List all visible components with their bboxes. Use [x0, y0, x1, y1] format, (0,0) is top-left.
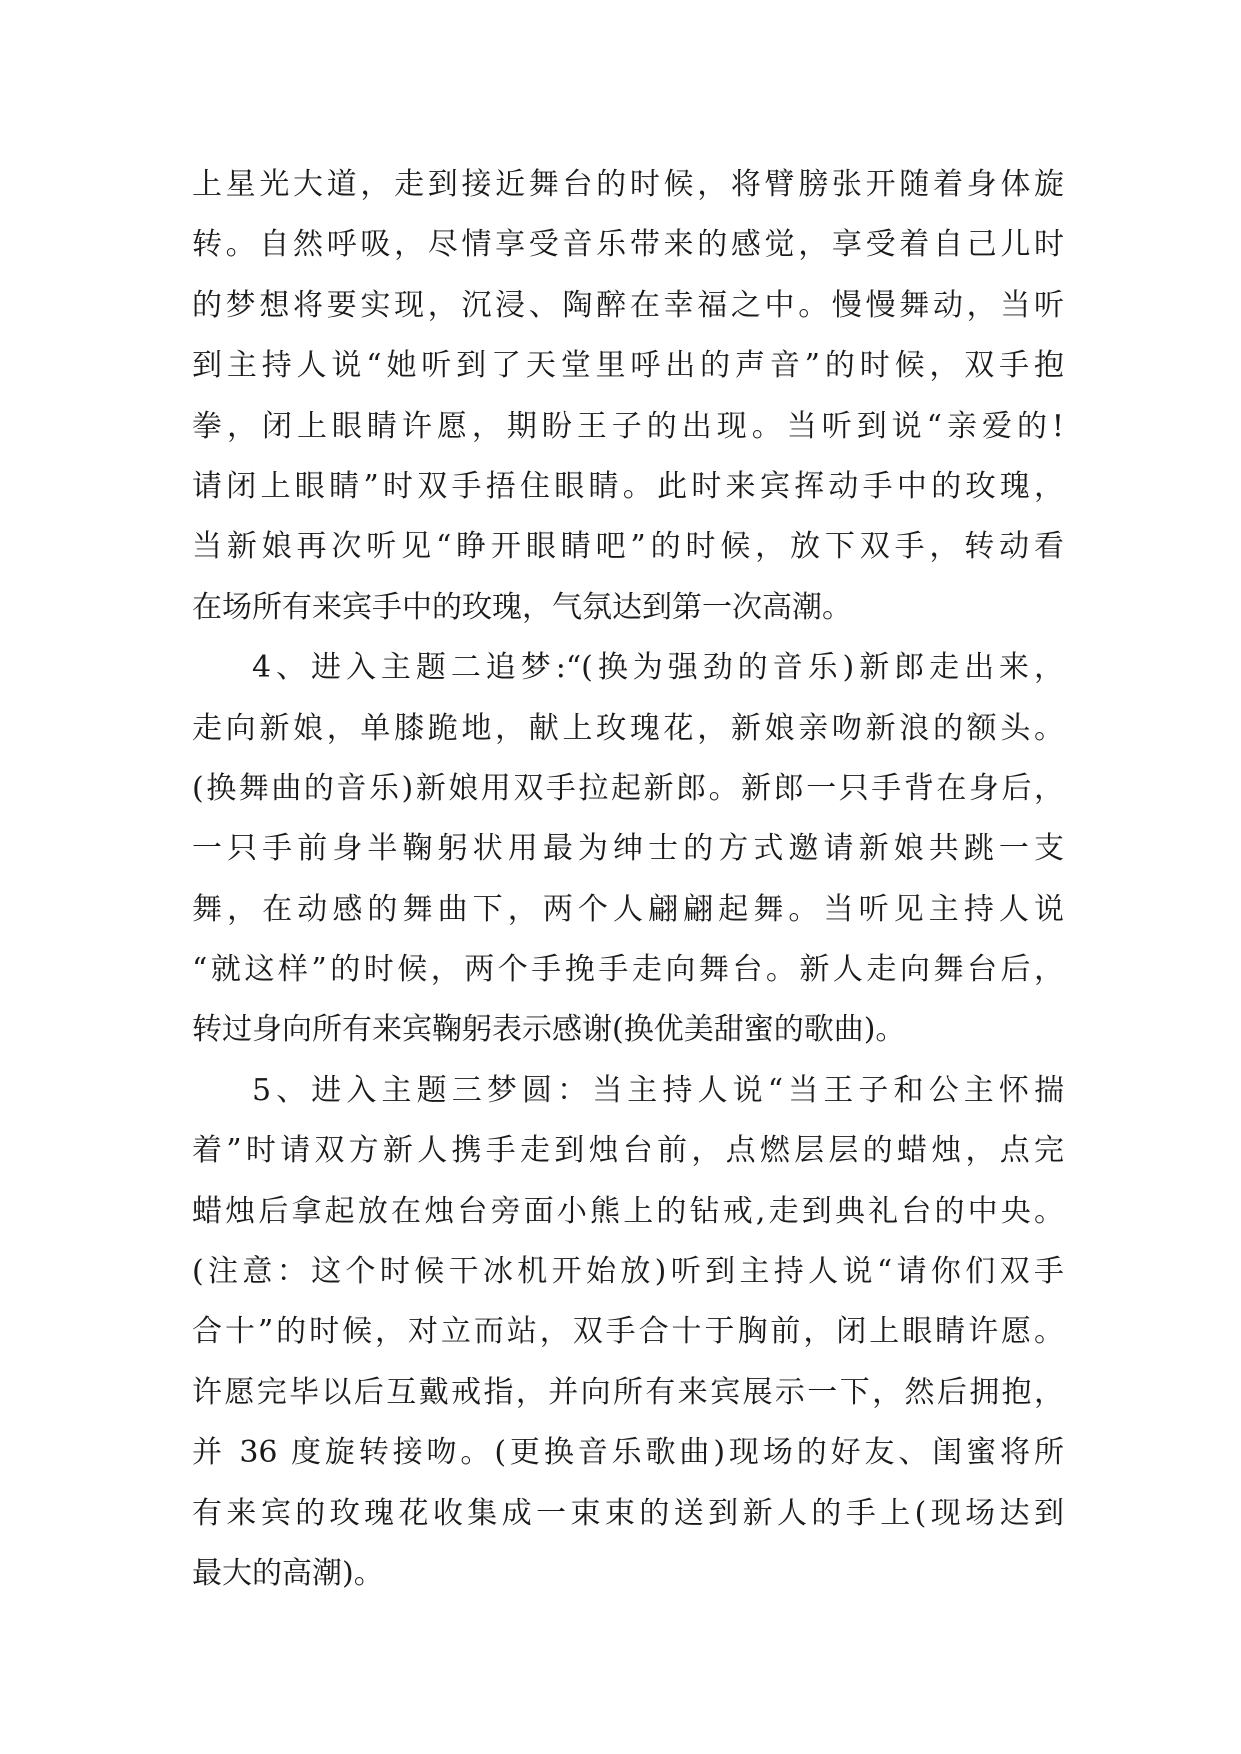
text-line: 4、进入主题二追梦:“(换为强劲的音乐)新郎走出来，: [252, 650, 1064, 686]
text-line: 当新娘再次听见“睁开眼睛吧”的时候，放下双手，转动看: [192, 529, 1064, 565]
text-line: 蜡烛后拿起放在烛台旁面小熊上的钻戒,走到典礼台的中央。: [192, 1193, 1064, 1229]
text-line: 的梦想将要实现，沉浸、陶醉在幸福之中。慢慢舞动，当听: [192, 287, 1064, 323]
text-line: 最大的高潮)。: [192, 1555, 384, 1591]
text-line: 请闭上眼睛”时双手捂住眼睛。此时来宾挥动手中的玫瑰，: [192, 468, 1064, 504]
text-line: 许愿完毕以后互戴戒指，并向所有来宾展示一下，然后拥抱，: [192, 1374, 1064, 1410]
text-line: (注意：这个时候干冰机开始放)听到主持人说“请你们双手: [192, 1254, 1064, 1290]
text-line: 着”时请双方新人携手走到烛台前，点燃层层的蜡烛，点完: [192, 1133, 1064, 1169]
text-line: 上星光大道，走到接近舞台的时候，将臂膀张开随着身体旋: [192, 167, 1064, 202]
text-line: 到主持人说“她听到了天堂里呼出的声音”的时候，双手抱: [192, 348, 1064, 384]
body-text: [192, 155, 1064, 1604]
text-line: 一只手前身半鞠躬状用最为绅士的方式邀请新娘共跳一支: [192, 831, 1064, 867]
text-line: 走向新娘，单膝跪地，献上玫瑰花，新娘亲吻新浪的额头。: [192, 710, 1064, 746]
text-line: 拳，闭上眼睛许愿，期盼王子的出现。当听到说“亲爱的!: [192, 408, 1064, 444]
text-line: 并 36 度旋转接吻。(更换音乐歌曲)现场的好友、闺蜜将所: [192, 1435, 1064, 1471]
text-line: (换舞曲的音乐)新娘用双手拉起新郎。新郎一只手背在身后，: [192, 770, 1064, 806]
text-line: 转过身向所有来宾鞠躬表示感谢(换优美甜蜜的歌曲)。: [192, 1012, 906, 1048]
text-line: 有来宾的玫瑰花收集成一束束的送到新人的手上(现场达到: [192, 1495, 1064, 1531]
text-line: 转。自然呼吸，尽情享受音乐带来的感觉，享受着自己儿时: [192, 227, 1064, 263]
text-line: 在场所有来宾手中的玫瑰，气氛达到第一次高潮。: [192, 589, 852, 625]
text-line: “就这样”的时候，两个手挽手走向舞台。新人走向舞台后，: [192, 952, 1064, 988]
text-line: 合十”的时候，对立而站，双手合十于胸前，闭上眼睛许愿。: [192, 1314, 1064, 1350]
text-line: 5、进入主题三梦圆：当主持人说“当王子和公主怀揣: [252, 1072, 1064, 1108]
text-line: 舞，在动感的舞曲下，两个人翩翩起舞。当听见主持人说: [192, 891, 1064, 927]
